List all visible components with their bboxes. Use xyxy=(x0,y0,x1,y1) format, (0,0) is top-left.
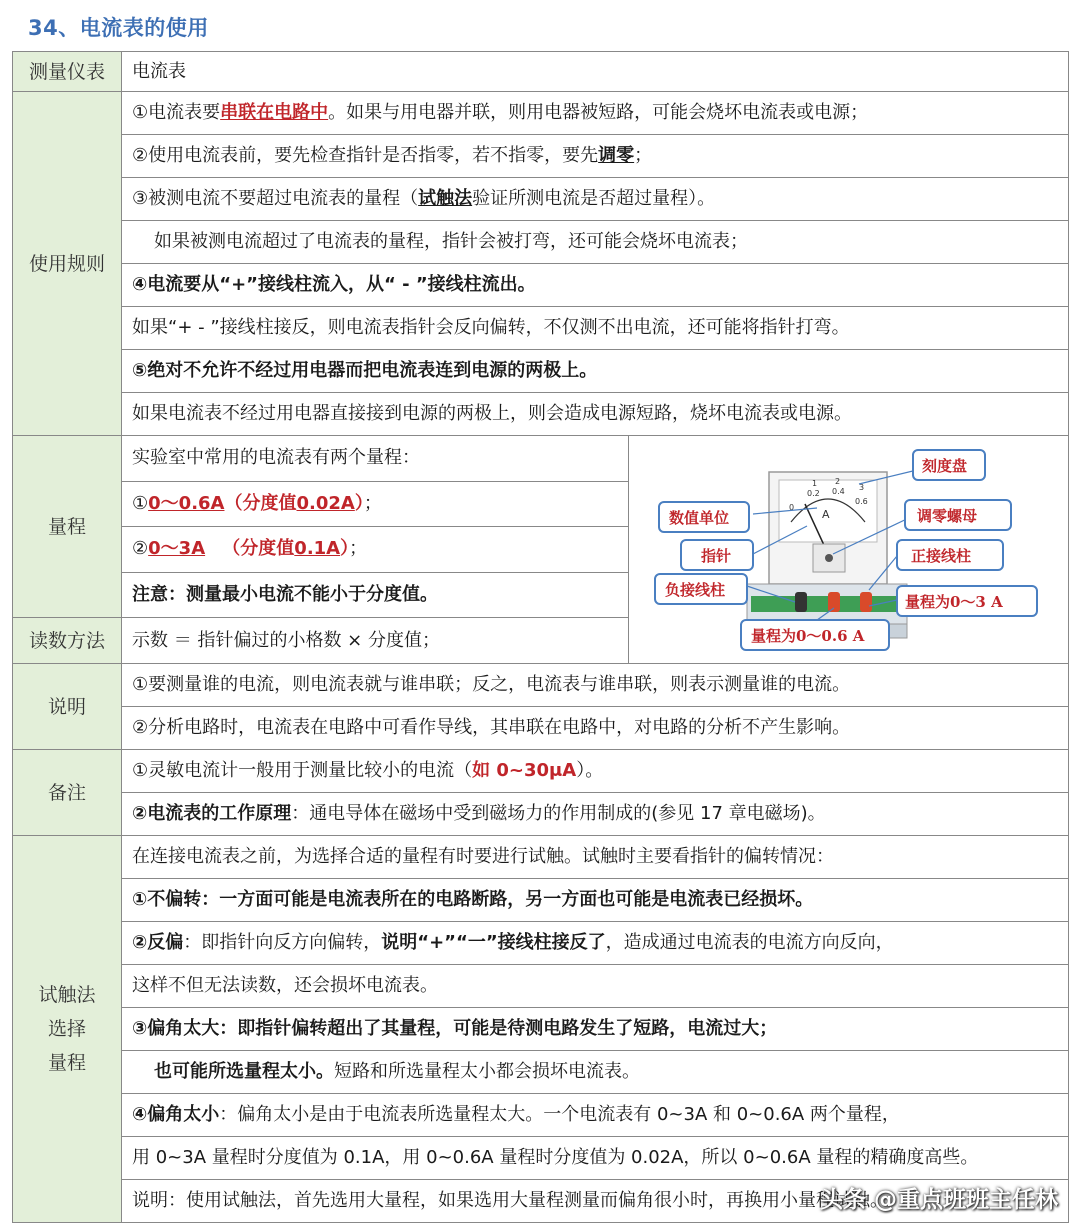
trial-intro: 在连接电流表之前，为选择合适的量程有时要进行试触。试触时主要看指针的偏转情况： xyxy=(122,836,1069,879)
trial-2-line1: ②反偏：即指针向反方向偏转，说明“+”“一”接线柱接反了，造成通过电流表的电流方向反向， xyxy=(122,922,1069,965)
rule-1: ①电流表要串联在电路中。如果与用电器并联，则用电器被短路，可能会烧坏电流表或电源； xyxy=(122,92,1069,135)
terminal-3A xyxy=(860,592,872,612)
label-zero-adjust: 调零螺母 xyxy=(917,507,978,525)
label-range-3A: 量程为0～3 A xyxy=(905,593,1003,611)
trial-label xyxy=(13,836,122,1223)
dial-tick-top-1: 1 xyxy=(812,479,818,488)
range-1: ①0～0.6A（分度值0.02A）； xyxy=(122,481,629,527)
dial-tick-3: 0.6 xyxy=(855,497,868,506)
trial-3-line2: 也可能所选量程太小。短路和所选量程太小都会损坏电流表。 xyxy=(122,1051,1069,1094)
instrument-label: 测量仪表 xyxy=(13,52,122,92)
instrument-row xyxy=(13,52,1069,92)
rule-4-line1: ④电流要从“+”接线柱流入，从“ - ”接线柱流出。 xyxy=(122,264,1069,307)
explain-2: ②分析电路时，电流表在电路中可看作导线，其串联在电路中，对电路的分析不产生影响。 xyxy=(122,707,1069,750)
page-title: 34、电流表的使用 xyxy=(28,16,209,40)
rule-3-line1: ③被测电流不要超过电流表的量程（试触法验证所测电流是否超过量程）。 xyxy=(122,178,1069,221)
ammeter-diagram-cell xyxy=(629,436,1069,664)
range-label: 量程 xyxy=(13,436,122,618)
remark-2: ②电流表的工作原理：通电导体在磁场中受到磁场力的作用制成的(参见 17 章电磁场)。 xyxy=(122,793,1069,836)
explain-label: 说明 xyxy=(13,664,122,750)
label-range-0-6A: 量程为0～0.6 A xyxy=(751,627,865,645)
explain-1: ①要测量谁的电流，则电流表就与谁串联；反之，电流表与谁串联，则表示测量谁的电流。 xyxy=(122,664,1069,707)
dial-tick-1: 0.2 xyxy=(807,489,820,498)
trial-4-line1: ④偏角太小：偏角太小是由于电流表所选量程太大。一个电流表有 0~3A 和 0~0.6A 两个量程， xyxy=(122,1094,1069,1137)
label-pointer: 指针 xyxy=(701,547,732,565)
dial-tick-top-2: 2 xyxy=(835,477,841,486)
range-note: 注意：测量最小电流不能小于分度值。 xyxy=(122,572,629,618)
trial-5: 说明：使用试触法，首先选用大量程，如果选用大量程测量而偏角很小时，再换用小量程试触。 xyxy=(122,1180,1069,1223)
range-2: ②0～3A （分度值0.1A）； xyxy=(122,527,629,573)
label-scale: 刻度盘 xyxy=(922,457,968,475)
watermark: 头条 @重点班班主任林 xyxy=(819,1187,1058,1213)
zero-adjust-screw xyxy=(825,554,833,562)
label-negative-terminal: 负接线柱 xyxy=(665,581,726,599)
reading-value: 示数 ＝ 指针偏过的小格数 × 分度值； xyxy=(122,618,629,664)
trial-label-2: 选择 xyxy=(47,1018,86,1040)
terminal-0-6A xyxy=(828,592,840,612)
label-unit: 数值单位 xyxy=(669,509,730,527)
trial-4-line2: 用 0~3A 量程时分度值为 0.1A，用 0~0.6A 量程时分度值为 0.02A，所以 0~0.6A 量程的精确度高些。 xyxy=(122,1137,1069,1180)
rule-5-line2: 如果电流表不经过用电器直接接到电源的两极上，则会造成电源短路，烧坏电流表或电源。 xyxy=(122,393,1069,436)
range-intro: 实验室中常用的电流表有两个量程： xyxy=(122,436,629,482)
rule-2: ②使用电流表前，要先检查指针是否指零，若不指零，要先调零； xyxy=(122,135,1069,178)
remark-1: ①灵敏电流计一般用于测量比较小的电流（如 0~30μA）。 xyxy=(122,750,1069,793)
dial-unit: A xyxy=(822,508,830,521)
ammeter-usage-table xyxy=(12,51,1069,1223)
ammeter-diagram xyxy=(629,436,1069,658)
dial-tick-2: 0.4 xyxy=(832,487,845,496)
rule-5-line1: ⑤绝对不允许不经过用电器而把电流表连到电源的两极上。 xyxy=(122,350,1069,393)
rules-label: 使用规则 xyxy=(13,92,122,436)
reading-label: 读数方法 xyxy=(13,618,122,664)
negative-terminal xyxy=(795,592,807,612)
trial-3-line1: ③偏角太大：即指针偏转超出了其量程，可能是待测电路发生了短路，电流过大； xyxy=(122,1008,1069,1051)
remarks-label: 备注 xyxy=(13,750,122,836)
trial-1: ①不偏转：一方面可能是电流表所在的电路断路，另一方面也可能是电流表已经损坏。 xyxy=(122,879,1069,922)
trial-label-1: 试触法 xyxy=(38,984,96,1006)
instrument-value: 电流表 xyxy=(122,52,1069,92)
trial-2-line2: 这样不但无法读数，还会损坏电流表。 xyxy=(122,965,1069,1008)
rule-3-line2: 如果被测电流超过了电流表的量程，指针会被打弯，还可能会烧坏电流表； xyxy=(122,221,1069,264)
label-positive-terminal: 正接线柱 xyxy=(911,547,972,565)
trial-label-3: 量程 xyxy=(47,1052,86,1074)
dial-tick-top-3: 3 xyxy=(859,483,865,492)
dial-tick-0: 0 xyxy=(789,503,795,512)
rule-4-line2: 如果“+ - ”接线柱接反，则电流表指针会反向偏转，不仅测不出电流，还可能将指针打弯。 xyxy=(122,307,1069,350)
